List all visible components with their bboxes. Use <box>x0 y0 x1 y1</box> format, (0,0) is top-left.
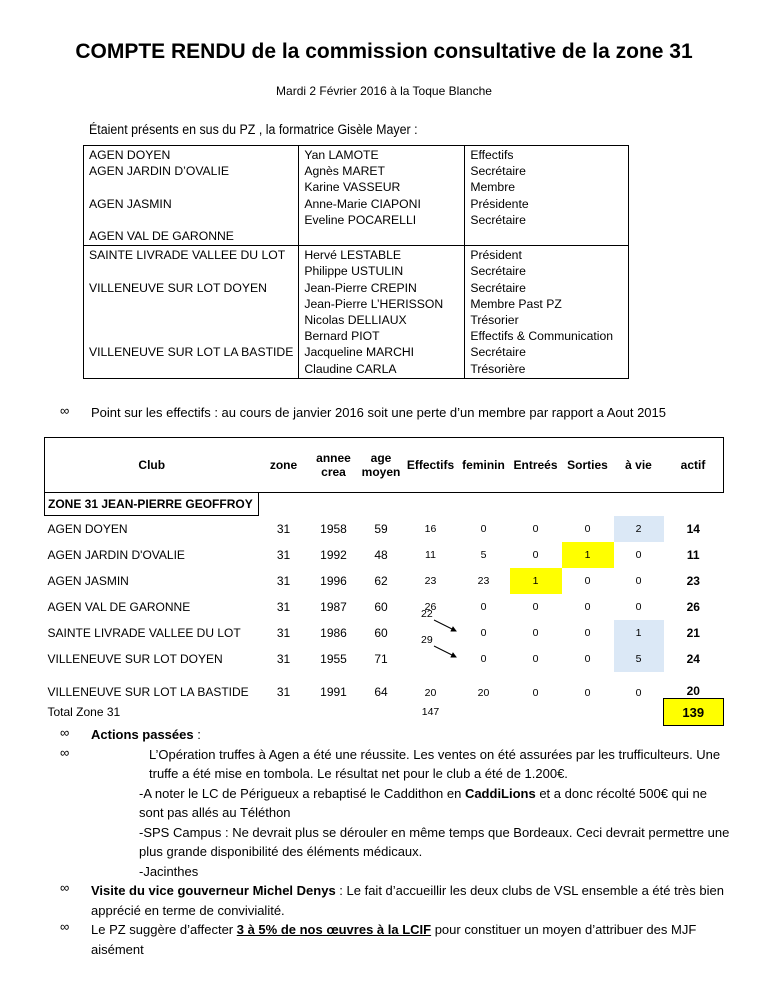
member-name: Hervé LESTABLE <box>304 248 401 263</box>
highlighted-cell: 1 <box>562 542 614 568</box>
column-header: annee crea <box>309 438 359 493</box>
table-row: AGEN JASMIN 31 1996 62 23 23 1 0 0 23 <box>45 568 724 594</box>
table-row: VILLENEUVE SUR LOT DOYEN 31 1955 71 0 0 0 5 24 <box>45 646 724 672</box>
column-header: Club <box>45 438 259 493</box>
effectifs-table <box>44 437 724 726</box>
club-name: AGEN DOYEN <box>89 148 171 162</box>
member-name: Claudine CARLA <box>304 361 397 376</box>
visit-paragraph: Visite du vice gouverneur Michel Denys : Le fait d’accueillir les deux clubs de VSL ensemble a été très bien apprécié en terme de convivialité. <box>91 883 724 918</box>
decrease-arrow-icon <box>430 618 464 666</box>
member-role: Secrétaire <box>470 212 526 227</box>
table-header-row <box>45 438 724 493</box>
highlighted-cell: 2 <box>614 516 664 543</box>
member-role: Effectifs & Communication <box>470 329 614 344</box>
caddilions-note: -A noter le LC de Périgueux a rebaptisé le Caddithon en CaddiLions et a donc récolté 500€ qui ne sont pas allés au Téléthon <box>139 785 708 820</box>
member-name: Anne-Marie CIAPONI <box>304 196 421 211</box>
column-header: feminin <box>458 438 510 493</box>
total-label: Total Zone 31 <box>47 705 121 719</box>
table-row: SAINTE LIVRADE VALLEE DU LOT 31 1986 60 0 0 0 1 21 <box>45 620 724 646</box>
member-role: Présidente <box>470 196 529 211</box>
members-row-villeneuve <box>84 246 629 379</box>
column-header: à vie <box>614 438 664 493</box>
effectifs-sainte-livrade: 22 <box>421 608 433 620</box>
actions-section <box>91 725 731 959</box>
jacinthes-note: -Jacinthes <box>139 863 199 879</box>
actions-heading: Actions passées : <box>91 727 201 742</box>
members-table <box>83 145 629 379</box>
member-role: Secrétaire <box>470 280 526 295</box>
members-clubs-cell <box>84 246 299 379</box>
highlighted-cell: 1 <box>510 568 562 594</box>
members-row-agen <box>84 146 629 246</box>
total-row <box>45 699 724 726</box>
members-clubs-cell <box>84 146 299 246</box>
member-name: Agnès MARET <box>304 164 385 179</box>
member-role: Secrétaire <box>470 264 526 279</box>
member-name: Nicolas DELLIAUX <box>304 313 407 327</box>
highlighted-cell: 5 <box>614 646 664 672</box>
column-header: Entreés <box>510 438 562 493</box>
members-roles-cell <box>465 146 629 246</box>
members-names-cell <box>299 146 465 246</box>
member-name: Eveline POCARELLI <box>304 212 417 227</box>
zone-row <box>45 493 724 516</box>
table-row: AGEN DOYEN 31 1958 59 16 0 0 0 2 14 <box>45 516 724 543</box>
sps-campus-note: -SPS Campus : Ne devrait plus se dérouler en même temps que Bordeaux. Ceci devrait permettre une plus grande disponibilité des éléments médicaux. <box>139 824 730 859</box>
member-role: Trésorier <box>470 313 519 327</box>
member-name: Yan LAMOTE <box>304 148 379 162</box>
members-names-cell <box>299 246 465 379</box>
effectifs-point: Point sur les effectifs : au cours de janvier 2016 soit une perte d’un membre par rapport a Aout 2015 <box>91 405 666 420</box>
lcif-paragraph: Le PZ suggère d’affecter 3 à 5% de nos œuvres à la LCIF pour constituer un moyen d’attribuer des MJF aisément <box>91 922 697 957</box>
member-role: Effectifs <box>470 148 514 162</box>
club-name: SAINTE LIVRADE VALLEE DU LOT <box>89 248 286 263</box>
table-row: AGEN JARDIN D'OVALIE 31 1992 48 11 5 0 1 0 11 <box>45 542 724 568</box>
table-row: VILLENEUVE SUR LOT LA BASTIDE 31 1991 64 20 20 0 0 0 20 <box>47 684 700 699</box>
club-name: VILLENEUVE SUR LOT LA BASTIDE <box>89 345 294 360</box>
column-header: zone <box>259 438 309 493</box>
member-name: Jacqueline MARCHI <box>304 345 415 360</box>
column-header: age moyen <box>359 438 404 493</box>
member-role: Membre Past PZ <box>470 296 562 311</box>
club-name: AGEN JASMIN <box>89 196 172 211</box>
member-name: Bernard PIOT <box>304 329 380 344</box>
effectifs-vsl-doyen: 29 <box>421 634 433 646</box>
club-name: VILLENEUVE SUR LOT DOYEN <box>89 280 267 295</box>
member-name: Jean-Pierre L’HERISSON <box>304 296 444 311</box>
total-actif: 139 <box>664 699 724 726</box>
attendance-intro: Étaient présents en sus du PZ , la formatrice Gisèle Mayer : <box>89 122 418 137</box>
member-role: Secrétaire <box>470 164 526 179</box>
truffes-paragraph: L’Opération truffes à Agen a été une réussite. Les ventes on été assurées par les trufficulteurs. Une truffe a été mise en tombola. Le résultat net pour le club a été de 1.200€. <box>149 746 721 781</box>
club-name: AGEN JARDIN D’OVALIE <box>89 164 229 179</box>
column-header: actif <box>664 438 724 493</box>
member-name: Karine VASSEUR <box>304 180 401 195</box>
bullet-icon: ∞ <box>60 745 70 760</box>
member-role: Secrétaire <box>470 345 526 360</box>
member-role: Président <box>470 248 522 263</box>
total-effectifs: 147 <box>421 706 440 718</box>
table-row: AGEN VAL DE GARONNE 31 1987 60 26 0 0 0 0 26 <box>47 600 700 614</box>
column-header: Sorties <box>562 438 614 493</box>
highlighted-cell: 1 <box>614 620 664 646</box>
meeting-date: Mardi 2 Février 2016 à la Toque Blanche <box>276 84 492 98</box>
member-name: Philippe USTULIN <box>304 264 404 279</box>
zone-label: ZONE 31 JEAN-PIERRE GEOFFROY <box>45 493 259 516</box>
member-role: Membre <box>470 180 516 195</box>
bullet-icon: ∞ <box>60 919 70 934</box>
members-roles-cell <box>465 246 629 379</box>
bullet-icon: ∞ <box>60 725 70 740</box>
column-header: Effectifs <box>404 438 458 493</box>
member-role: Trésorière <box>470 361 526 376</box>
bullet-icon: ∞ <box>60 880 70 895</box>
document-title: COMPTE RENDU de la commission consultative de la zone 31 <box>75 40 693 63</box>
bullet-icon: ∞ <box>60 403 70 418</box>
club-name: AGEN VAL DE GARONNE <box>89 228 234 243</box>
member-name: Jean-Pierre CREPIN <box>304 280 417 295</box>
